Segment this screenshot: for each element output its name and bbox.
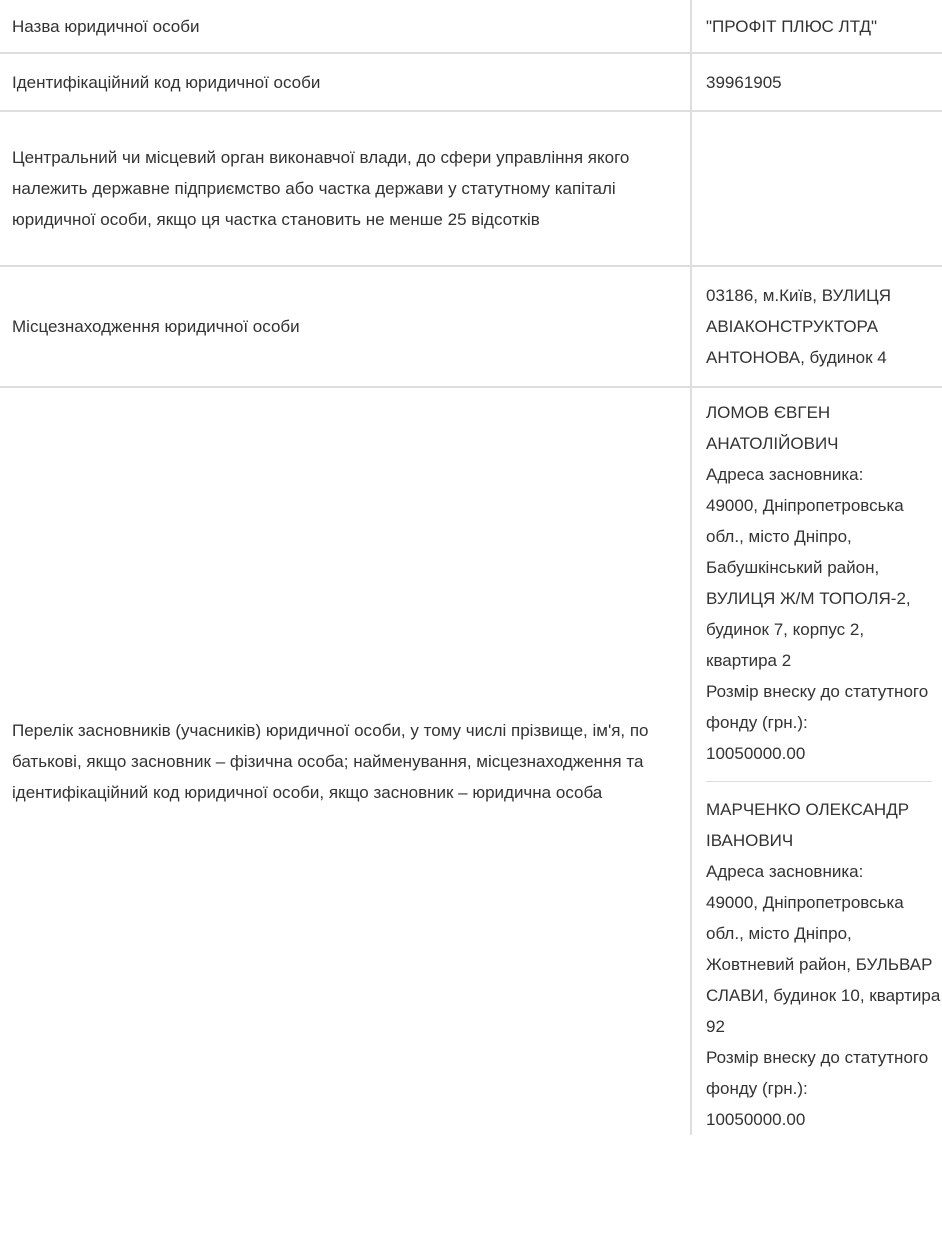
table-row: [0, 111, 942, 266]
row-label-address: Місцезнаходження юридичної особи: [0, 266, 691, 387]
row-label-founders: Перелік засновників (учасників) юридичної особи, у тому числі прізвище, ім'я, по батькові, якщо засновник – фізична особа; найменування, місцезнаходження та ідентифікаційний код юридичної особи, якщо засновник – юридична особа: [0, 387, 691, 1135]
founder-contribution-label: Розмір внеску до статутного фонду (грн.):: [706, 682, 929, 732]
table-row: [0, 387, 942, 1135]
founder-contribution: 10050000.00: [706, 744, 806, 763]
row-label-authority: Центральний чи місцевий орган виконавчої влади, до сфери управління якого належить державне підприємство або частка держави у статутному капіталі юридичної особи, якщо ця частка становить не менше 25 відсотків: [0, 111, 691, 266]
row-label-code: Ідентифікаційний код юридичної особи: [0, 53, 691, 111]
table-row: [0, 0, 942, 53]
founder-address: 49000, Дніпропетровська обл., місто Дніпро, Жовтневий район, БУЛЬВАР СЛАВИ, будинок 10, квартира 92: [706, 893, 941, 1036]
founder-address: 49000, Дніпропетровська обл., місто Дніпро, Бабушкінський район, ВУЛИЦЯ Ж/М ТОПОЛЯ-2, будинок 7, корпус 2, квартира 2: [706, 496, 911, 670]
founder-entry: [706, 388, 932, 782]
founder-contribution: 10050000.00: [706, 1110, 806, 1129]
founder-address-label: Адреса засновника:: [706, 862, 864, 881]
founder-entry: [706, 782, 942, 1135]
row-value-code: 39961905: [691, 53, 942, 111]
table-row: [0, 53, 942, 111]
row-value-name: "ПРОФІТ ПЛЮС ЛТД": [691, 0, 942, 53]
row-value-authority: [691, 111, 942, 266]
founder-name: МАРЧЕНКО ОЛЕКСАНДР ІВАНОВИЧ: [706, 800, 910, 850]
table-row: [0, 266, 942, 387]
row-label-name: Назва юридичної особи: [0, 0, 691, 53]
row-value-address: 03186, м.Київ, ВУЛИЦЯ АВІАКОНСТРУКТОРА АНТОНОВА, будинок 4: [691, 266, 942, 387]
founder-address-label: Адреса засновника:: [706, 465, 864, 484]
founder-contribution-label: Розмір внеску до статутного фонду (грн.):: [706, 1048, 929, 1098]
founder-name: ЛОМОВ ЄВГЕН АНАТОЛІЙОВИЧ: [706, 403, 839, 453]
row-value-founders: [691, 387, 942, 1135]
